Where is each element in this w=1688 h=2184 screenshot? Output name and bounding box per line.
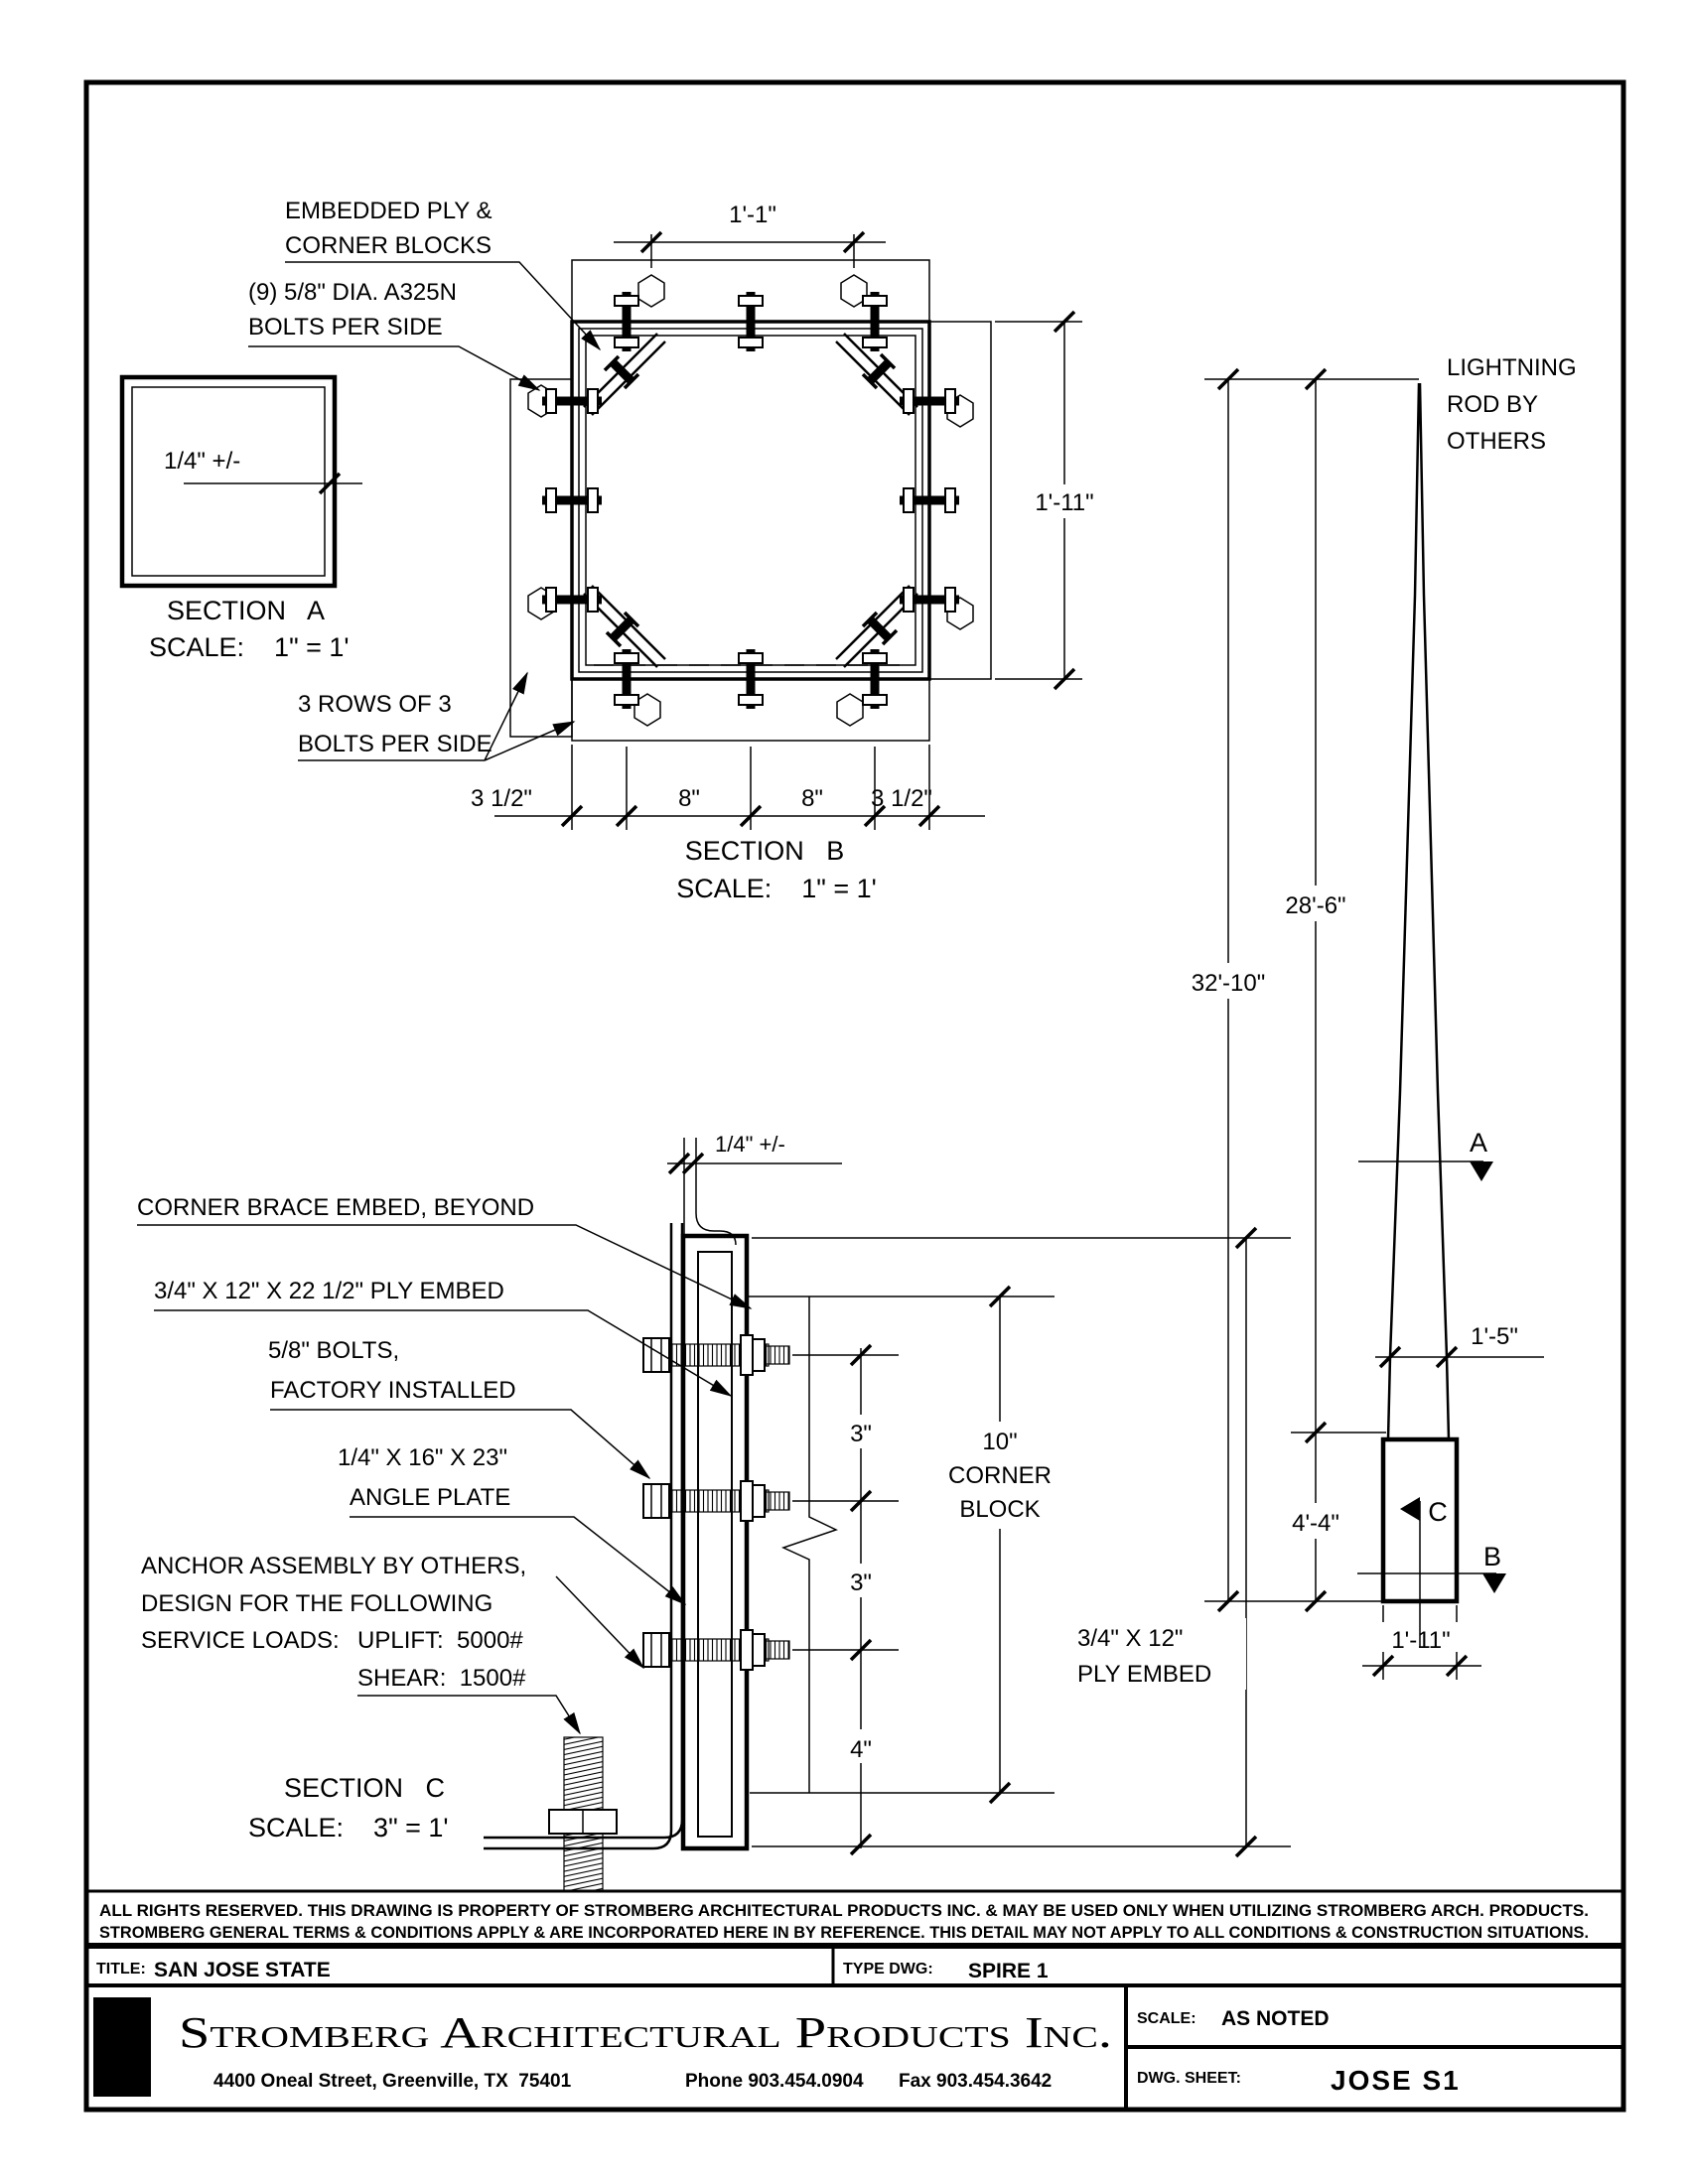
- dim-b4-label: 3 1/2": [871, 785, 932, 812]
- sc-ply12-1: 3/4" X 12": [1077, 1625, 1184, 1652]
- type-dwg-label: TYPE DWG:: [843, 1961, 933, 1978]
- sc-anchor-rod-lower: [564, 1834, 603, 1891]
- sc-anchor-label-1: ANCHOR ASSEMBLY BY OTHERS,: [141, 1553, 527, 1579]
- sc-anchor-label-3: SERVICE LOADS:: [141, 1627, 340, 1654]
- note-embedded-2: CORNER BLOCKS: [285, 232, 492, 259]
- sc-ply12-2: PLY EMBED: [1077, 1661, 1212, 1688]
- section-c-title: SECTION C: [284, 1773, 446, 1803]
- scale-value: AS NOTED: [1221, 2007, 1330, 2030]
- disclaimer-line-1: ALL RIGHTS RESERVED. THIS DRAWING IS PROPERTY OF STROMBERG ARCHITECTURAL PRODUCTS INC. & MAY BE USED ONLY WHEN UTILIZING STROMBERG ARCH. PRODUCTS.: [99, 1901, 1589, 1920]
- company-address: 4400 Oneal Street, Greenville, TX 75401: [213, 2071, 572, 2092]
- sc-dim-4: 4": [850, 1736, 872, 1763]
- sc-brace-label: CORNER BRACE EMBED, BEYOND: [137, 1194, 535, 1221]
- type-dwg-value: SPIRE 1: [968, 1960, 1049, 1982]
- section-a-title: SECTION A: [167, 596, 326, 625]
- sc-dim-3a: 3": [850, 1421, 872, 1447]
- sc-anchor-rod-upper: [564, 1737, 603, 1810]
- sc-uplift-label: UPLIFT: 5000#: [357, 1627, 523, 1654]
- dim-b1-label: 3 1/2": [471, 785, 532, 812]
- sc-dim-block-3: BLOCK: [959, 1496, 1041, 1523]
- sc-dim-3b: 3": [850, 1570, 872, 1596]
- sc-ply-label: 3/4" X 12" X 22 1/2" PLY EMBED: [154, 1278, 504, 1304]
- company-fax: Fax 903.454.3642: [899, 2071, 1053, 2092]
- sc-dim-block-1: 10": [982, 1429, 1018, 1455]
- section-a-scale: SCALE: 1" = 1': [149, 632, 350, 662]
- lightning-note-1: LIGHTNING: [1447, 354, 1577, 381]
- title-label: TITLE:: [96, 1961, 146, 1978]
- dim-base-w-label: 1'-11": [1391, 1627, 1451, 1654]
- sc-quarter-note: 1/4" +/-: [715, 1132, 785, 1157]
- dim-base-h-label: 4'-4": [1292, 1510, 1339, 1537]
- scale-label: SCALE:: [1137, 2010, 1196, 2027]
- sc-ply-slot: [698, 1252, 732, 1837]
- note-rows-1: 3 ROWS OF 3: [298, 691, 452, 718]
- note-nine-2: BOLTS PER SIDE: [248, 314, 443, 341]
- note-rows-2: BOLTS PER SIDE: [298, 731, 492, 757]
- company-phone: Phone 903.454.0904: [685, 2071, 864, 2092]
- sc-angle-label-1: 1/4" X 16" X 23": [338, 1444, 507, 1471]
- disclaimer-line-2: STROMBERG GENERAL TERMS & CONDITIONS APPLY & ARE INCORPORATED HERE IN BY REFERENCE. THIS DETAIL MAY NOT APPLY TO ALL CONDITIONS & CONSTRUCTION SITUATIONS.: [99, 1923, 1589, 1942]
- company-name: Stromberg Architectural Products Inc.: [179, 2008, 1112, 2057]
- company-logo-letter: S: [105, 2018, 147, 2087]
- dim-upper-label: 28'-6": [1285, 892, 1346, 919]
- sc-bolts-label-2: FACTORY INSTALLED: [270, 1377, 516, 1404]
- section-c-scale: SCALE: 3" = 1': [248, 1813, 449, 1843]
- cut-c-label: C: [1428, 1497, 1448, 1527]
- dim-neck-label: 1'-5": [1471, 1323, 1518, 1350]
- sc-anchor-label-2: DESIGN FOR THE FOLLOWING: [141, 1590, 493, 1617]
- sc-bolts-label-1: 5/8" BOLTS,: [268, 1337, 400, 1364]
- dim-right-label: 1'-11": [1035, 489, 1094, 516]
- lightning-note-3: OTHERS: [1447, 428, 1547, 455]
- dim-top-label: 1'-1": [729, 202, 776, 228]
- title-value: SAN JOSE STATE: [154, 1959, 331, 1981]
- sc-angle-label-2: ANGLE PLATE: [350, 1484, 511, 1511]
- sc-dim-block-2: CORNER: [947, 1462, 1053, 1489]
- note-embedded-1: EMBEDDED PLY &: [285, 198, 492, 224]
- cut-a-label: A: [1469, 1128, 1488, 1158]
- cut-b-label: B: [1482, 1542, 1502, 1571]
- dim-b2-label: 8": [678, 785, 700, 812]
- section-b-scale: SCALE: 1" = 1': [676, 874, 877, 903]
- lightning-note-2: ROD BY: [1447, 391, 1539, 418]
- dim-b3-label: 8": [801, 785, 823, 812]
- section-b-title: SECTION B: [684, 836, 845, 866]
- sc-shear-label: SHEAR: 1500#: [357, 1665, 526, 1692]
- note-nine-1: (9) 5/8" DIA. A325N: [248, 279, 457, 306]
- dim-total-label: 32'-10": [1191, 970, 1266, 997]
- sheet-label: DWG. SHEET:: [1137, 2070, 1241, 2087]
- sheet-value: JOSE S1: [1331, 2065, 1461, 2096]
- section-a-note: 1/4" +/-: [164, 448, 241, 475]
